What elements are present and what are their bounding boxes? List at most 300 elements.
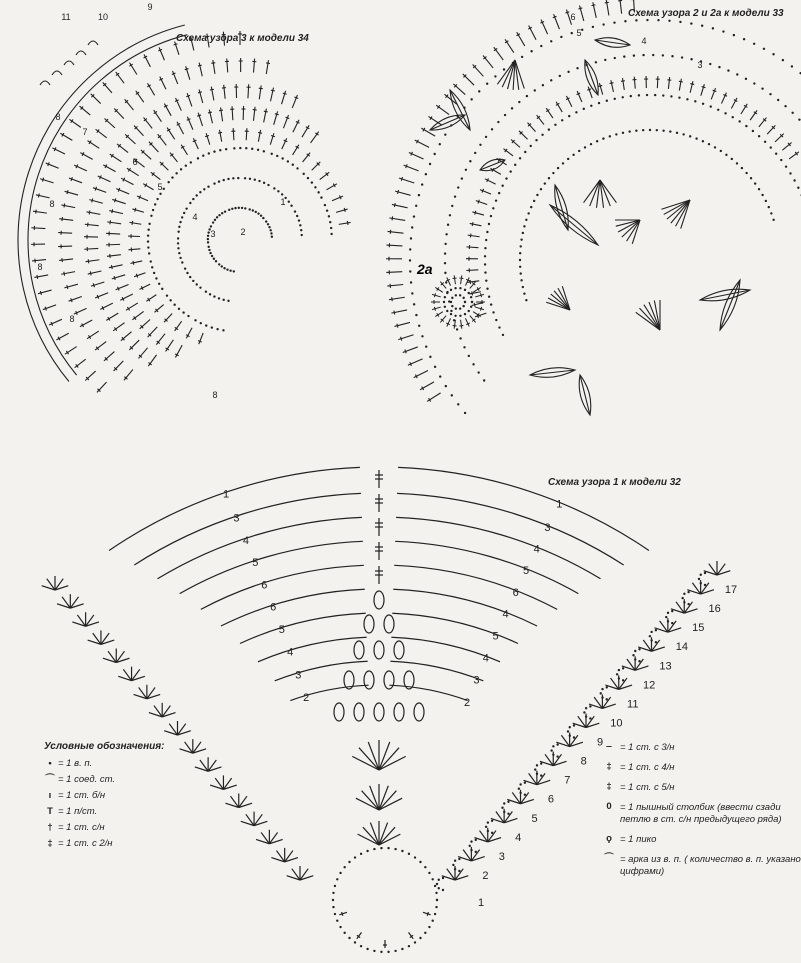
- stitch-mark: [42, 178, 43, 182]
- chain-arch-left: [221, 589, 365, 626]
- chain-dot: [524, 151, 526, 153]
- stitch-mark: [224, 85, 225, 99]
- stitch-mark: [266, 63, 270, 64]
- chain-dot: [550, 79, 552, 81]
- chain-dot: [602, 137, 604, 139]
- chain-dot: [214, 219, 216, 221]
- chain-dot: [257, 212, 259, 214]
- stitch-mark: [432, 307, 441, 310]
- chain-dot: [791, 112, 793, 114]
- chain-dot: [623, 55, 625, 57]
- double-crochet-icon: †: [47, 822, 53, 833]
- stitch-mark: [258, 130, 260, 142]
- row-number: 4: [482, 652, 489, 665]
- stitch-mark: [503, 149, 513, 156]
- stitch-mark: [248, 84, 249, 98]
- legend-row: [596, 782, 801, 794]
- chain-dot: [444, 262, 446, 264]
- stitch-mark: [466, 270, 478, 271]
- stitch-mark: [58, 233, 72, 234]
- chain-dot: [444, 133, 446, 135]
- chain-dot: [671, 610, 673, 612]
- chain-dot: [179, 221, 181, 223]
- chain-dot: [650, 631, 652, 633]
- stitch-mark: [114, 361, 124, 371]
- legend-left: [44, 740, 204, 853]
- stitch-mark: [453, 325, 457, 326]
- legend-text: = 1 ст. с 3/н: [620, 742, 675, 753]
- stitch-mark: [151, 172, 161, 179]
- legend-row: [596, 834, 801, 846]
- chain-dot: [244, 177, 246, 179]
- chain-dot: [435, 906, 437, 908]
- chain-dot: [276, 155, 278, 157]
- stitch-mark: [110, 220, 111, 224]
- chain-dot: [299, 224, 301, 226]
- puff-stitch: [354, 703, 364, 721]
- row-number: 6: [570, 12, 576, 22]
- fan-stitch: [363, 827, 379, 845]
- chain-dot: [255, 211, 257, 213]
- stitch-mark: [210, 89, 214, 90]
- legend-row: [44, 789, 204, 802]
- stitch-mark: [475, 294, 484, 297]
- chain-dot: [590, 105, 592, 107]
- chain-dot: [646, 19, 648, 21]
- chain-dot: [458, 858, 460, 860]
- chain-dot: [461, 177, 463, 179]
- stitch-mark: [129, 340, 139, 350]
- chain-dot: [753, 82, 755, 84]
- row-number: 4: [287, 646, 294, 659]
- chain-dot: [634, 650, 636, 652]
- chain-dot: [267, 223, 269, 225]
- chain-dot: [505, 177, 507, 179]
- chain-dot: [258, 180, 260, 182]
- chain-dot: [459, 307, 461, 309]
- chain-dot: [601, 696, 603, 698]
- stitch-mark: [67, 285, 68, 289]
- chain-dot: [451, 205, 453, 207]
- stitch-mark: [103, 165, 115, 172]
- stitch-mark: [92, 198, 93, 202]
- chain-dot: [679, 21, 681, 23]
- chain-dot: [439, 375, 441, 377]
- chain-dot: [780, 159, 782, 161]
- chain-dot: [498, 192, 500, 194]
- chain-dot: [216, 216, 218, 218]
- chain-dot: [761, 87, 763, 89]
- stitch-mark: [598, 85, 602, 86]
- chain-dot: [166, 294, 168, 296]
- chain-dot: [486, 231, 488, 233]
- chain-dot: [303, 173, 305, 175]
- chain-dot: [504, 114, 506, 116]
- chain-dot: [241, 207, 243, 209]
- chain-dot: [738, 120, 740, 122]
- chain-dot: [415, 205, 417, 207]
- chain-dot: [221, 212, 223, 214]
- chain-dot: [216, 328, 218, 330]
- stitch-mark: [332, 196, 343, 201]
- stitch-mark: [134, 126, 144, 136]
- chain-dot: [522, 286, 524, 288]
- chain-dot: [233, 147, 235, 149]
- chain-dot: [281, 157, 283, 159]
- chain-dot: [526, 95, 528, 97]
- chain-dot: [464, 301, 466, 303]
- chain-dot: [616, 673, 618, 675]
- chain-dot: [257, 149, 259, 151]
- chain-dot: [681, 597, 683, 599]
- stitch-mark: [227, 58, 228, 72]
- chain-dot: [408, 853, 410, 855]
- chain-dot: [638, 94, 640, 96]
- chain-dot: [797, 187, 799, 189]
- stitch-mark: [475, 307, 484, 310]
- stitch-mark: [392, 297, 393, 301]
- legend-text: = арка из в. п. ( количество в. п. указано цифрами): [620, 854, 801, 877]
- stitch-mark: [258, 132, 262, 133]
- row-number: 4: [502, 608, 509, 621]
- chain-dot: [189, 202, 191, 204]
- chain-dot: [520, 279, 522, 281]
- stitch-mark: [270, 133, 274, 144]
- stitch-mark: [775, 134, 784, 142]
- stitch-mark: [494, 47, 503, 60]
- chain-dot: [334, 913, 336, 915]
- stitch-mark: [154, 305, 163, 313]
- chain-dot: [520, 272, 522, 274]
- chain-dot: [488, 223, 490, 225]
- stitch-mark: [386, 245, 402, 246]
- chain-dot: [207, 235, 209, 237]
- chain-dot: [147, 240, 149, 242]
- chain-dot: [654, 94, 656, 96]
- puff-stitch: [334, 703, 344, 721]
- stitch-mark: [149, 142, 159, 152]
- chain-dot: [622, 667, 624, 669]
- stitch-mark: [80, 106, 91, 115]
- row-number: 11: [627, 698, 639, 711]
- half-double-icon: T: [47, 806, 53, 817]
- stitch-mark: [409, 152, 424, 159]
- chain-dot: [710, 105, 712, 107]
- chain-dot: [472, 363, 474, 365]
- chain-dot: [704, 572, 706, 574]
- puff-stitch: [374, 703, 384, 721]
- chain-dot: [234, 207, 236, 209]
- chain-dot: [514, 164, 516, 166]
- chain-dot: [192, 280, 194, 282]
- chain-dot: [418, 194, 420, 196]
- chain-dot: [154, 203, 156, 205]
- chain-dot: [522, 232, 524, 234]
- chain-dot: [213, 182, 215, 184]
- chain-dot: [203, 188, 205, 190]
- chain-dot: [413, 215, 415, 217]
- stitch-mark: [519, 131, 528, 139]
- chain-dot: [765, 200, 767, 202]
- stitch-mark: [411, 152, 413, 156]
- chain-dot: [177, 242, 179, 244]
- stitch-mark: [470, 223, 482, 225]
- chain-dot: [536, 773, 538, 775]
- stitch-mark: [405, 350, 406, 354]
- chain-dot: [662, 94, 664, 96]
- fan-stitch: [379, 791, 396, 810]
- chain-dot: [307, 177, 309, 179]
- chain-dot-icon: •: [48, 758, 52, 769]
- chain-dot: [152, 209, 154, 211]
- row-number: 5: [531, 812, 538, 825]
- chain-dot: [763, 48, 765, 50]
- row-number: 8: [37, 262, 43, 272]
- chain-dot: [485, 826, 487, 828]
- stitch-mark: [125, 134, 135, 143]
- stitch-mark: [759, 118, 767, 127]
- stitch-mark: [434, 307, 435, 311]
- chain-dot: [662, 130, 664, 132]
- chain-dot: [202, 155, 204, 157]
- chain-dot: [300, 229, 302, 231]
- chain-dot: [436, 899, 438, 901]
- chain-dot: [752, 130, 754, 132]
- chain-dot: [444, 272, 446, 274]
- chain-dot: [525, 219, 527, 221]
- stitch-mark: [110, 154, 122, 162]
- chain-dot: [572, 154, 574, 156]
- stitch-mark: [112, 209, 113, 213]
- row-number: 5: [492, 630, 499, 643]
- stitch-mark: [679, 79, 681, 91]
- stitch-mark: [427, 912, 428, 916]
- stitch-mark: [205, 135, 209, 136]
- chain-dot: [167, 181, 169, 183]
- chain-dot: [366, 948, 368, 950]
- chain-dot: [567, 158, 569, 160]
- stitch-mark: [127, 168, 139, 176]
- chain-dot: [199, 286, 201, 288]
- chain-dot: [745, 172, 747, 174]
- chain-dot: [288, 200, 290, 202]
- chain-dot: [195, 194, 197, 196]
- chain-dot: [584, 146, 586, 148]
- stitch-mark: [144, 117, 153, 128]
- stitch-mark: [219, 110, 223, 111]
- chain-dot: [457, 186, 459, 188]
- chain-dot: [148, 252, 150, 254]
- chain-dot: [536, 764, 538, 766]
- chain-dot: [470, 296, 472, 298]
- row-number: 7: [82, 127, 88, 137]
- chain-dot: [211, 255, 213, 257]
- stitch-mark: [64, 284, 78, 288]
- stitch-mark: [118, 287, 119, 291]
- chain-dot: [455, 307, 457, 309]
- chain-dot: [414, 856, 416, 858]
- legend-row: [596, 762, 801, 774]
- row-number: 3: [544, 521, 551, 534]
- chain-dot: [207, 246, 209, 248]
- chain-dot: [662, 54, 664, 56]
- stitch-mark: [138, 348, 147, 359]
- chain-dot: [435, 892, 437, 894]
- chain-dot: [380, 951, 382, 953]
- chain-dot: [445, 385, 447, 387]
- stitch-mark: [76, 311, 78, 315]
- stitch-mark: [111, 265, 112, 269]
- stitch-mark: [690, 81, 693, 93]
- picot-arch: [52, 71, 62, 75]
- chain-dot: [424, 866, 426, 868]
- stitch-mark: [58, 246, 72, 247]
- row-number: 4: [192, 212, 198, 222]
- chain-dot: [373, 950, 375, 952]
- chain-dot: [649, 635, 651, 637]
- stitch-mark: [132, 221, 133, 225]
- stitch-mark: [36, 195, 50, 198]
- stitch-mark: [432, 294, 441, 297]
- chain-dot: [401, 948, 403, 950]
- stitch-mark: [410, 362, 412, 366]
- legend-right: [596, 742, 801, 886]
- quint-treble-icon: ‡: [606, 781, 612, 792]
- stitch-mark: [284, 140, 288, 142]
- chain-dot: [326, 209, 328, 211]
- stitch-mark: [45, 307, 46, 311]
- stitch-mark: [398, 190, 399, 194]
- chain-dot: [148, 223, 150, 225]
- stitch-mark: [482, 189, 484, 193]
- row-number: 5: [252, 557, 259, 570]
- chain-dot: [181, 216, 183, 218]
- chain-dot: [495, 199, 497, 201]
- legend-row: [44, 821, 204, 834]
- chain-dot: [478, 90, 480, 92]
- puff-stitch: [374, 641, 384, 659]
- chain-dot: [438, 887, 440, 889]
- chain-dot: [777, 99, 779, 101]
- chain-dot: [263, 150, 265, 152]
- stitch-mark: [141, 150, 151, 159]
- chain-dot: [534, 89, 536, 91]
- chain-dot: [454, 287, 456, 289]
- chain-dot: [190, 161, 192, 163]
- stitch-mark: [93, 283, 94, 287]
- stitch-mark: [148, 327, 158, 337]
- chain-dot: [421, 183, 423, 185]
- chain-dot: [736, 73, 738, 75]
- stitch-mark: [144, 54, 150, 66]
- leaf-vein: [720, 280, 740, 330]
- chain-dot: [479, 144, 481, 146]
- chain-dot: [462, 305, 464, 307]
- chain-dot: [455, 294, 457, 296]
- chain-dot: [409, 248, 411, 250]
- row-number: 6: [132, 157, 138, 167]
- row-number: 12: [643, 679, 656, 692]
- stitch-mark: [118, 188, 120, 192]
- chain-dot: [436, 883, 438, 885]
- chain-dot: [638, 660, 640, 662]
- stitch-mark: [447, 318, 451, 326]
- stitch-mark: [428, 116, 441, 125]
- chain-dot: [618, 677, 620, 679]
- stitch-mark: [164, 104, 171, 116]
- chain-dot: [521, 56, 523, 58]
- chain-dot: [634, 658, 636, 660]
- chain-dot: [613, 21, 615, 23]
- chain-dot: [450, 313, 452, 315]
- chain-dot: [451, 297, 453, 299]
- row-number: 11: [61, 12, 71, 22]
- stitch-mark: [394, 311, 395, 315]
- chain-dot: [576, 67, 578, 69]
- chain-dot: [470, 849, 472, 851]
- chain-dot: [712, 27, 714, 29]
- chain-dot: [714, 146, 716, 148]
- chain-dot: [519, 783, 521, 785]
- row-number: 3: [210, 229, 216, 239]
- chain-dot: [456, 328, 458, 330]
- legend-text: = 1 соед. ст.: [58, 774, 116, 785]
- chain-dot: [194, 319, 196, 321]
- leaf-vein: [530, 370, 575, 375]
- chain-dot: [458, 870, 460, 872]
- stitch-mark: [113, 323, 124, 331]
- row-number: 8: [49, 199, 55, 209]
- chain-dot: [793, 179, 795, 181]
- stitch-mark: [132, 311, 143, 319]
- stitch-mark: [198, 65, 202, 66]
- stitch-mark: [605, 2, 609, 3]
- row-number: 8: [69, 314, 75, 324]
- stitch-mark: [220, 130, 222, 142]
- chain-arch-right: [396, 517, 600, 578]
- stitch-mark: [702, 86, 706, 87]
- chain-dot: [687, 603, 689, 605]
- chain-dot: [227, 178, 229, 180]
- chain-dot: [213, 258, 215, 260]
- row-number: 5: [278, 624, 285, 637]
- chain-dot: [540, 774, 542, 776]
- row-number: 6: [261, 579, 268, 592]
- stitch-mark: [266, 60, 268, 74]
- row-number: 4: [242, 534, 250, 547]
- stitch-mark: [435, 287, 443, 292]
- chain-dot: [556, 755, 558, 757]
- stitch-mark: [339, 195, 341, 199]
- chain-dot: [498, 326, 500, 328]
- stitch-mark: [711, 88, 715, 99]
- chain-dot: [487, 821, 489, 823]
- chain-dot: [519, 157, 521, 159]
- chain-dot: [343, 866, 345, 868]
- chain-dot: [683, 593, 685, 595]
- chain-dot: [222, 329, 224, 331]
- legend-text: = 1 ст. с 4/н: [620, 762, 675, 773]
- chain-dot: [185, 207, 187, 209]
- chain-dot: [414, 941, 416, 943]
- chain-dot: [360, 945, 362, 947]
- stitch-mark: [511, 140, 520, 148]
- stitch-mark: [185, 69, 189, 70]
- chain-dot: [207, 238, 209, 240]
- chain-dot: [750, 177, 752, 179]
- chain-dot: [150, 260, 152, 262]
- chain-dot: [561, 119, 563, 121]
